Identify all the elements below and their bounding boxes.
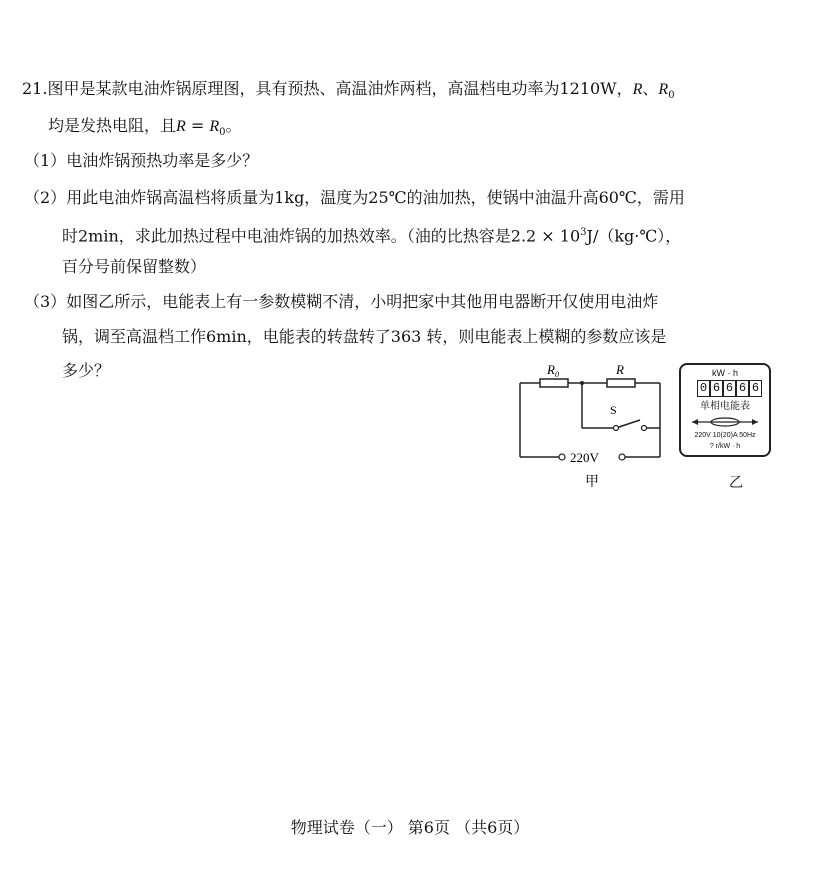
- subscript-0: 0: [668, 90, 675, 102]
- part-3-line-3: [62, 360, 110, 382]
- eq-subscript: 0: [219, 127, 226, 139]
- separator: 、: [642, 79, 659, 98]
- part-3: [24, 291, 658, 313]
- question-stem-line-2: [48, 115, 242, 144]
- meter-digit: 6: [710, 380, 723, 397]
- meter-digit: 6: [723, 380, 736, 397]
- caption-jia: 甲: [585, 474, 599, 490]
- meter-digit: 6: [749, 380, 762, 397]
- part-2-line-3-text: 百分号前保留整数）: [62, 257, 207, 276]
- label-r: R: [616, 362, 624, 377]
- label-s: S: [610, 403, 617, 417]
- part-2-label: （2）: [24, 188, 67, 207]
- eq-r: R: [176, 118, 186, 135]
- meter-name: 单相电能表: [700, 401, 750, 412]
- eq-end: 。: [225, 116, 242, 135]
- eq-sign: =: [185, 116, 210, 135]
- meter-unit: kW · h: [712, 368, 738, 378]
- var-r0: R: [658, 81, 669, 98]
- meter-dial-icon: [690, 415, 760, 429]
- part-2-text: 用此电油炸锅高温档将质量为1kg，温度为25℃的油加热，使锅中油温升高60℃，需用: [66, 188, 685, 207]
- page-footer: 物理试卷（一） 第6页 （共6页）: [290, 818, 530, 837]
- meter-param: ? r/kW · h: [709, 443, 741, 450]
- part-3-line-2: [62, 326, 666, 348]
- part-2-line-2a: 时2min，求此加热过程中电油炸锅的加热效率。（油的比热容是2.2 × 10: [62, 226, 581, 246]
- part-2: [24, 187, 685, 209]
- part-2-line-2b: J/（kg·℃），: [586, 226, 682, 246]
- part-1: [24, 150, 258, 172]
- energy-meter: [679, 363, 771, 457]
- caption-yi: 乙: [729, 475, 743, 491]
- label-r0: $R_0$: [547, 362, 559, 379]
- part-2-line-3: [62, 256, 206, 278]
- part-3-text: 如图乙所示，电能表上有一参数模糊不清，小明把家中其他用电器断开仅使用电油炸: [66, 292, 659, 311]
- part-2-exponent: 3: [580, 227, 587, 238]
- question-stem: [22, 78, 675, 107]
- meter-digits: [697, 380, 762, 397]
- part-2-line-2: [62, 222, 681, 247]
- resistor-r0: [540, 379, 568, 387]
- part-3-line-2-text: 锅，调至高温档工作6min，电能表的转盘转了363 转，则电能表上模糊的参数应该是: [62, 327, 667, 346]
- var-r: R: [632, 81, 643, 98]
- part-1-label: （1）: [24, 151, 67, 170]
- question-number: 21.: [22, 79, 48, 98]
- resistor-r: [607, 379, 635, 387]
- eq-r0: R: [209, 118, 220, 135]
- question-intro-2: 均是发热电阻，且: [48, 116, 177, 135]
- meter-spec: 220V 10(20)A 50Hz: [694, 432, 756, 439]
- label-voltage: 220V: [570, 450, 599, 465]
- meter-digit: 0: [697, 380, 710, 397]
- meter-digit: 6: [736, 380, 749, 397]
- part-3-label: （3）: [24, 292, 67, 311]
- part-3-line-3-text: 多少？: [62, 361, 111, 380]
- question-intro: 图甲是某款电油炸锅原理图，具有预热、高温油炸两档，高温档电功率为1210W，: [47, 79, 633, 98]
- circuit-diagram: [510, 360, 680, 490]
- switch-s: [616, 420, 640, 428]
- part-1-text: 电油炸锅预热功率是多少？: [66, 151, 259, 170]
